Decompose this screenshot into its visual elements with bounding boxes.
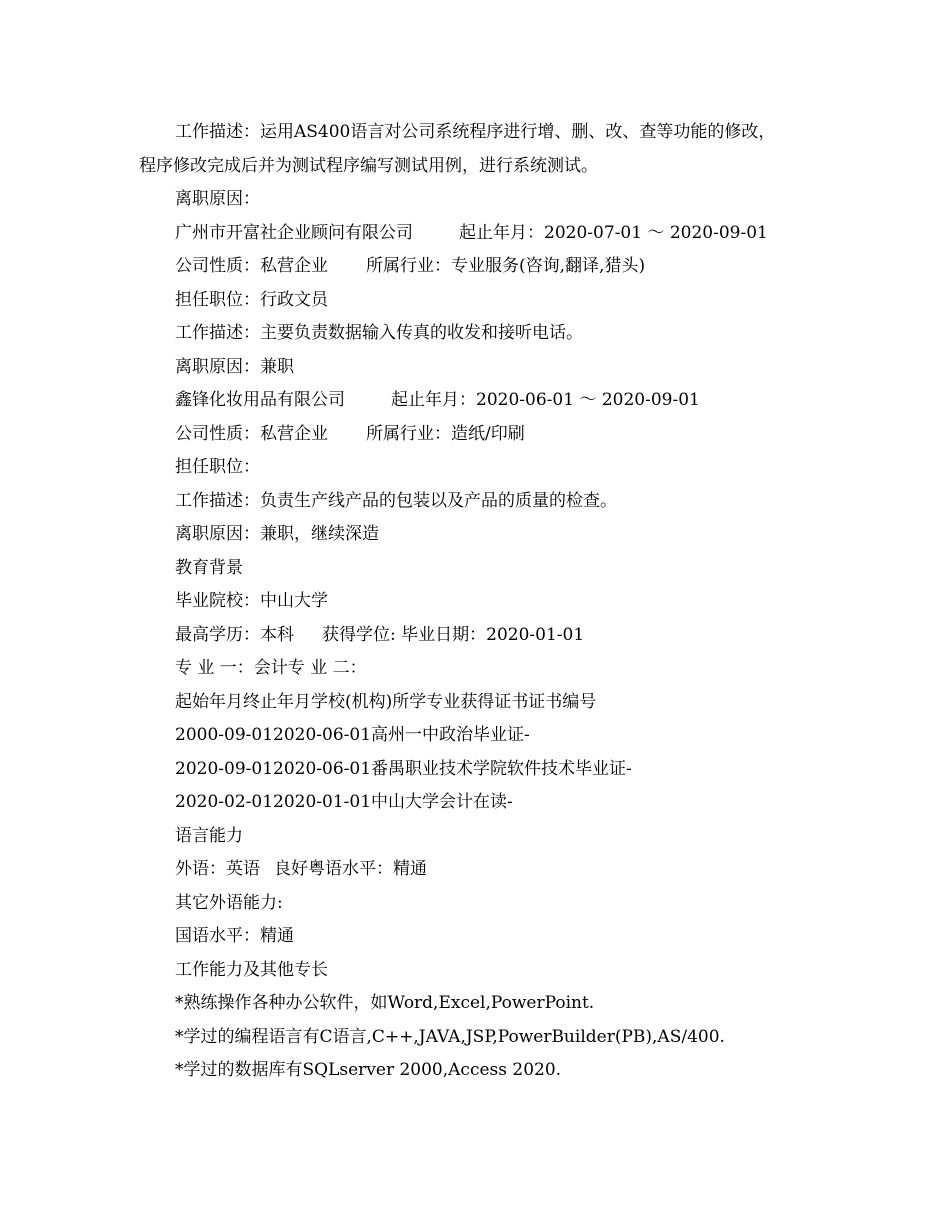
- text-line: 2020-02-012020-01-01中山大学会计在读-: [175, 792, 513, 812]
- job-description-1a: [139, 116, 839, 150]
- degree-and-date: 获得学位: 毕业日期：2020-01-01: [322, 624, 585, 645]
- education-table-header: [139, 686, 839, 720]
- section-heading: 教育背景: [175, 557, 243, 578]
- cantonese-level: 良好粤语水平：精通: [274, 859, 427, 879]
- graduate-school: [139, 585, 839, 619]
- foreign-language: 外语：英语: [175, 859, 260, 879]
- company-3-position: [139, 451, 839, 485]
- degree-line: [139, 619, 839, 653]
- company-nature: 公司性质：私营企业: [175, 256, 328, 276]
- skill-office: [139, 987, 839, 1021]
- text-line: 工作描述：负责生产线产品的包装以及产品的质量的检查。: [175, 490, 617, 511]
- company-name: 鑫锋化妆用品有限公司: [175, 390, 345, 410]
- text-line: 担任职位：行政文员: [175, 289, 328, 310]
- language-heading: [139, 820, 839, 854]
- text-line: 国语水平：精通: [175, 926, 294, 946]
- skill-programming: [139, 1021, 839, 1055]
- other-languages: [139, 887, 839, 921]
- mandarin-level: [139, 920, 839, 954]
- text-line: 毕业院校：中山大学: [175, 591, 328, 611]
- text-line: 工作描述：运用AS400语言对公司系统程序进行增、删、改、查等功能的修改，: [175, 122, 776, 142]
- period: 起止年月：2020-06-01 ～ 2020-09-01: [391, 390, 700, 410]
- text-line: 离职原因：兼职，继续深造: [175, 524, 379, 544]
- text-line: 担任职位：: [175, 457, 260, 477]
- section-heading: 语言能力: [175, 825, 243, 846]
- text-line: 程序修改完成后并为测试程序编写测试用例，进行系统测试。: [139, 155, 598, 176]
- company-nature: 公司性质：私营企业: [175, 423, 328, 444]
- skills-heading: [139, 954, 839, 988]
- education-row-1: [139, 719, 839, 753]
- period: 起止年月：2020-07-01 ～ 2020-09-01: [459, 222, 768, 243]
- text-line: 起始年月终止年月学校(机构)所学专业获得证书证书编号: [175, 691, 597, 712]
- company-2-description: [139, 317, 839, 351]
- company-2-position: [139, 284, 839, 318]
- text-line: *学过的编程语言有C语言,C++,JAVA,JSP,PowerBuilder(PB),AS/400.: [175, 1026, 725, 1047]
- company-3-leave-reason: [139, 518, 839, 552]
- highest-education: 最高学历：本科: [175, 624, 294, 645]
- company-3-type: [139, 418, 839, 452]
- text-line: 2020-09-012020-06-01番禺职业技术学院软件技术毕业证-: [175, 758, 632, 779]
- text-line: 离职原因：: [175, 189, 260, 209]
- text-line: 2000-09-012020-06-01高州一中政治毕业证-: [175, 725, 530, 745]
- skill-database: [139, 1054, 839, 1088]
- text-line: 专 业 一：会计专 业 二：: [175, 658, 367, 678]
- industry: 所属行业：造纸/印刷: [366, 423, 525, 444]
- text-line: *熟练操作各种办公软件，如Word,Excel,PowerPoint.: [175, 993, 595, 1013]
- section-heading: 工作能力及其他专长: [175, 959, 328, 980]
- education-heading: [139, 552, 839, 586]
- text-line: 其它外语能力:: [175, 892, 283, 913]
- text-line: 离职原因：兼职: [175, 356, 294, 377]
- company-2-header: [139, 217, 839, 251]
- company-3-description: [139, 485, 839, 519]
- company-name: 广州市开富社企业顾问有限公司: [175, 222, 413, 243]
- company-2-leave-reason: [139, 351, 839, 385]
- company-3-header: [139, 384, 839, 418]
- education-row-3: [139, 786, 839, 820]
- text-line: 工作描述：主要负责数据输入传真的收发和接听电话。: [175, 323, 583, 343]
- industry: 所属行业：专业服务(咨询,翻译,猎头): [366, 256, 646, 276]
- education-row-2: [139, 753, 839, 787]
- leave-reason-1: [139, 183, 839, 217]
- company-2-type: [139, 250, 839, 284]
- foreign-language-line: [139, 853, 839, 887]
- resume-body: [139, 116, 839, 1088]
- majors-line: [139, 652, 839, 686]
- text-line: *学过的数据库有SQLserver 2000,Access 2020.: [175, 1060, 562, 1080]
- job-description-1b: [139, 150, 839, 184]
